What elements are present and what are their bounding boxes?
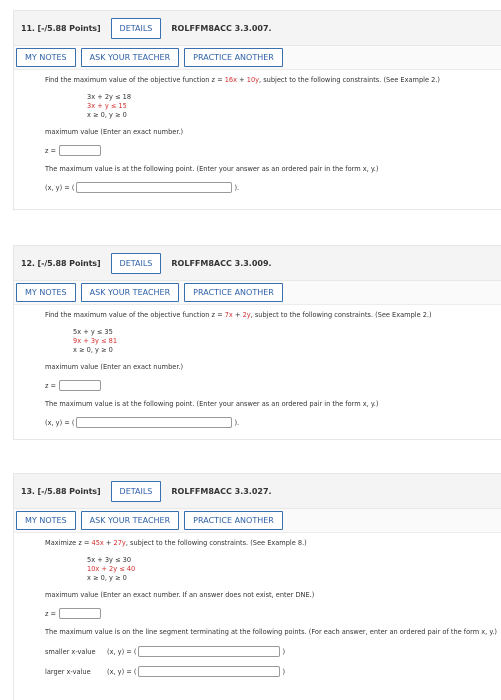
question-title: 13. [-/5.88 Points] xyxy=(21,486,101,496)
point-input[interactable] xyxy=(76,417,232,428)
constraints xyxy=(45,556,501,583)
question-code: ROLFFM8ACC 3.3.027. xyxy=(171,486,272,496)
question-actions xyxy=(14,281,501,305)
question-11 xyxy=(13,10,501,210)
question-header xyxy=(14,11,501,46)
z-input[interactable] xyxy=(59,145,101,156)
constraint-3: x ≥ 0, y ≥ 0 xyxy=(73,346,113,354)
practice-another-button[interactable]: PRACTICE ANOTHER xyxy=(184,48,283,67)
point-answer-row: (x, y) = ( ). xyxy=(45,183,240,192)
question-actions xyxy=(14,509,501,533)
question-header xyxy=(14,246,501,281)
question-body xyxy=(14,533,501,677)
larger-x-label: larger x-value xyxy=(45,667,91,676)
max-value-label: maximum value (Enter an exact number. If an answer does not exist, enter DNE.) xyxy=(45,591,315,599)
constraint-1: 5x + y ≤ 35 xyxy=(73,328,113,336)
max-value-label: maximum value (Enter an exact number.) xyxy=(45,128,184,136)
question-13 xyxy=(13,473,501,700)
question-prompt: Maximize z = 45x + 27y, subject to the following constraints. (See Example 8.) xyxy=(45,539,307,547)
details-button[interactable]: DETAILS xyxy=(111,253,162,274)
point-answer-row: (x, y) = ( ). xyxy=(45,418,240,427)
ask-teacher-button[interactable]: ASK YOUR TEACHER xyxy=(81,48,180,67)
constraint-2: 10x + 2y ≤ 40 xyxy=(87,565,136,573)
point-input[interactable] xyxy=(76,182,232,193)
question-prompt: Find the maximum value of the objective function z = 16x + 10y, subject to the following constraints. (See Example 2.) xyxy=(45,76,440,84)
constraint-2: 9x + 3y ≤ 81 xyxy=(73,337,118,345)
question-code: ROLFFM8ACC 3.3.009. xyxy=(171,258,272,268)
ask-teacher-button[interactable]: ASK YOUR TEACHER xyxy=(81,511,180,530)
constraint-3: x ≥ 0, y ≥ 0 xyxy=(87,574,127,582)
point-prompt: The maximum value is at the following point. (Enter your answer as an ordered pair in the form x, y.) xyxy=(45,165,379,173)
z-input[interactable] xyxy=(59,380,101,391)
question-12 xyxy=(13,245,501,440)
z-answer-row: z = xyxy=(45,608,501,619)
z-input[interactable] xyxy=(59,608,101,619)
question-body xyxy=(14,70,501,193)
my-notes-button[interactable]: MY NOTES xyxy=(16,511,76,530)
question-prompt: Find the maximum value of the objective function z = 7x + 2y, subject to the following constraints. (See Example 2.) xyxy=(45,311,432,319)
constraint-2: 3x + y ≤ 15 xyxy=(87,102,127,110)
constraints xyxy=(45,93,501,120)
constraint-1: 3x + 2y ≤ 18 xyxy=(87,93,132,101)
details-button[interactable]: DETAILS xyxy=(111,481,162,502)
ask-teacher-button[interactable]: ASK YOUR TEACHER xyxy=(81,283,180,302)
z-answer-row: z = xyxy=(45,380,501,391)
my-notes-button[interactable]: MY NOTES xyxy=(16,283,76,302)
question-code: ROLFFM8ACC 3.3.007. xyxy=(171,23,272,33)
practice-another-button[interactable]: PRACTICE ANOTHER xyxy=(184,511,283,530)
smaller-x-point-input[interactable] xyxy=(138,646,280,657)
question-header xyxy=(14,474,501,509)
larger-x-point-input[interactable] xyxy=(138,666,280,677)
constraint-1: 5x + 3y ≤ 30 xyxy=(87,556,132,564)
z-answer-row: z = xyxy=(45,145,501,156)
question-title: 12. [-/5.88 Points] xyxy=(21,258,101,268)
question-body xyxy=(14,305,501,428)
segment-prompt: The maximum value is on the line segment terminating at the following points. (For each answer, enter an ordered pair of the form x, y.) xyxy=(45,628,497,636)
constraints xyxy=(45,328,501,355)
my-notes-button[interactable]: MY NOTES xyxy=(16,48,76,67)
larger-x-answer-row: larger x-value (x, y) = ( ) xyxy=(45,667,286,676)
question-actions xyxy=(14,46,501,70)
constraint-3: x ≥ 0, y ≥ 0 xyxy=(87,111,127,119)
max-value-label: maximum value (Enter an exact number.) xyxy=(45,363,184,371)
smaller-x-answer-row: smaller x-value (x, y) = ( ) xyxy=(45,647,286,656)
details-button[interactable]: DETAILS xyxy=(111,18,162,39)
question-title: 11. [-/5.88 Points] xyxy=(21,23,101,33)
smaller-x-label: smaller x-value xyxy=(45,647,96,656)
point-prompt: The maximum value is at the following point. (Enter your answer as an ordered pair in the form x, y.) xyxy=(45,400,379,408)
practice-another-button[interactable]: PRACTICE ANOTHER xyxy=(184,283,283,302)
